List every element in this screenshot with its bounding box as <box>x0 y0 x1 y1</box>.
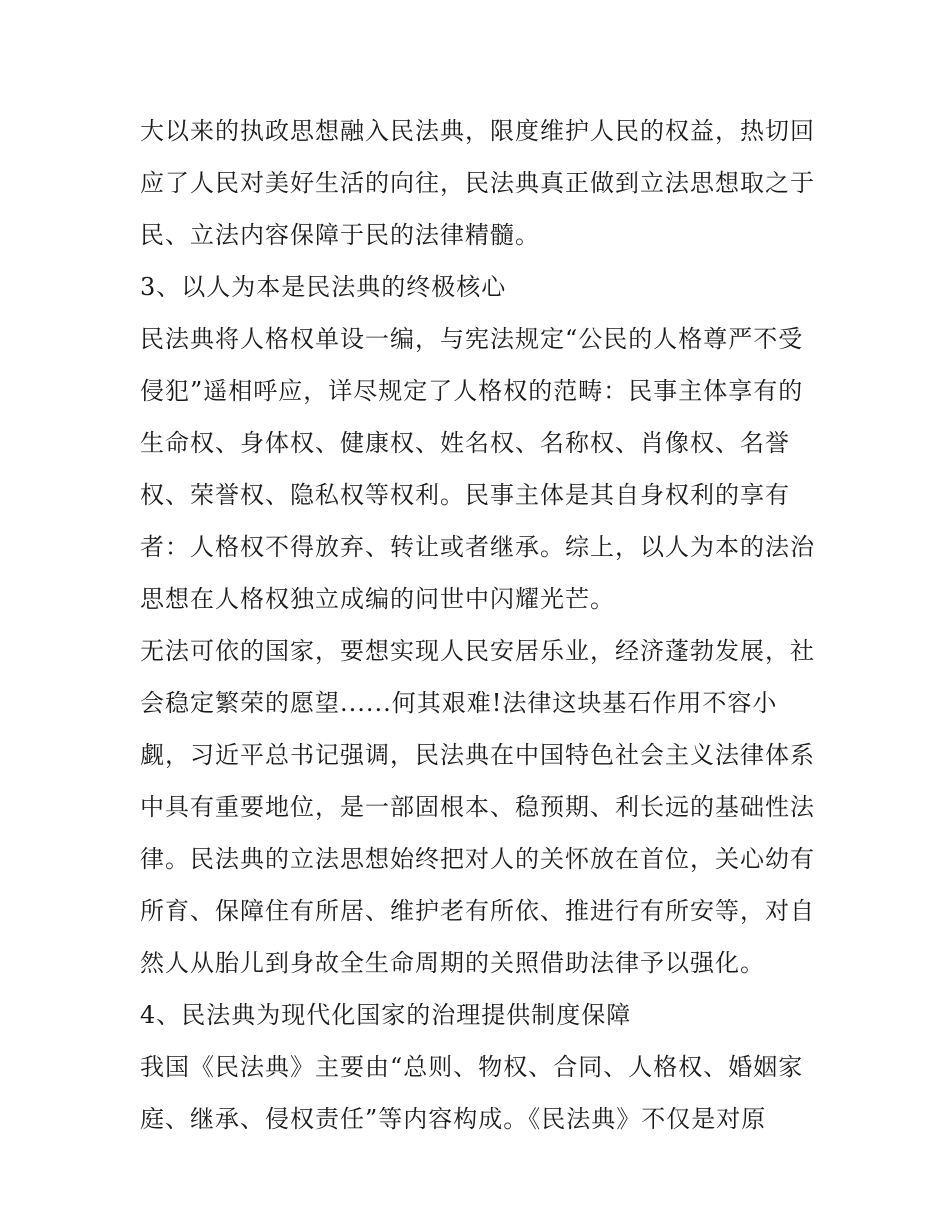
text-line: 侵犯”遥相呼应，详尽规定了人格权的范畴：民事主体享有的 <box>140 377 804 405</box>
text-line: 大以来的执政思想融入民法典，限度维护人民的权益，热切回 <box>140 117 815 145</box>
text-line: 会稳定繁荣的愿望......何其艰难!法律这块基石作用不容小 <box>140 689 778 717</box>
text-line: 所育、保障住有所居、维护老有所依、推进行有所安等，对自 <box>140 897 815 925</box>
text-line: 民法典将人格权单设一编，与宪法规定“公民的人格尊严不受 <box>140 325 804 353</box>
text-line: 中具有重要地位，是一部固根本、稳预期、利长远的基础性法 <box>140 793 815 821</box>
text-line: 然人从胎儿到身故全生命周期的关照借助法律予以强化。 <box>140 949 765 977</box>
text-line: 我国《民法典》主要由“总则、物权、合同、人格权、婚姻家 <box>140 1053 804 1081</box>
text-line: 权、荣誉权、隐私权等权利。民事主体是其自身权利的享有 <box>140 481 790 509</box>
section-heading: 4、民法典为现代化国家的治理提供制度保障 <box>140 1001 632 1029</box>
section-heading: 3、以人为本是民法典的终极核心 <box>140 273 507 301</box>
text-line: 无法可依的国家，要想实现人民安居乐业，经济蓬勃发展，社 <box>140 637 815 665</box>
text-line: 思想在人格权独立成编的问世中闪耀光芒。 <box>140 585 615 613</box>
text-line: 者：人格权不得放弃、转让或者继承。综上，以人为本的法治 <box>140 533 815 561</box>
text-line: 生命权、身体权、健康权、姓名权、名称权、肖像权、名誉 <box>140 429 790 457</box>
text-line: 庭、继承、侵权责任”等内容构成。《民法典》不仅是对原 <box>140 1105 767 1133</box>
document-body <box>140 105 840 1145</box>
text-line: 民、立法内容保障于民的法律精髓。 <box>140 221 540 249</box>
text-line: 觑，习近平总书记强调，民法典在中国特色社会主义法律体系 <box>140 741 815 769</box>
text-line: 应了人民对美好生活的向往，民法典真正做到立法思想取之于 <box>140 169 815 197</box>
text-line: 律。民法典的立法思想始终把对人的关怀放在首位，关心幼有 <box>140 845 815 873</box>
